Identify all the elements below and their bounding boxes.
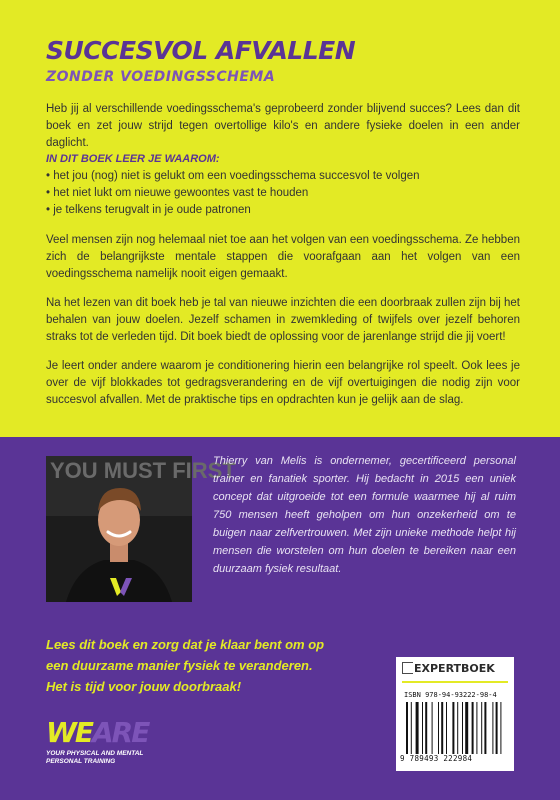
learn-heading: IN DIT BOEK LEER JE WAAROM:	[46, 153, 220, 165]
author-photo	[46, 456, 236, 602]
logo-are: ARE	[92, 716, 149, 749]
tagline-line: YOUR PHYSICAL AND MENTAL	[46, 750, 144, 757]
body-paragraph: Je leert onder andere waarom je conditionering hierin een belangrijke rol speelt. Ook lees je over de vijf blokkades tot gedragsverandering en de vijf overtuigingen die nodig zijn voor succesvol afvallen. Met de praktische tips en opdrachten kun je gelijk aan de slag.	[46, 360, 520, 406]
intro-paragraph: Heb jij al verschillende voedingsschema's geprobeerd zonder blijvend succes? Lees dan dit boek en zet jouw strijd tegen overtollige kilo's en andere fysieke doelen in een ander daglicht.	[46, 103, 520, 149]
list-item: • het jou (nog) niet is gelukt om een voedingsschema succesvol te volgen	[46, 170, 420, 182]
tagline-line: PERSONAL TRAINING	[46, 758, 116, 765]
publisher-bracket-icon	[402, 662, 413, 674]
learn-list	[46, 168, 420, 219]
cta-line: Lees dit boek en zorg dat je klaar bent om op	[46, 637, 325, 652]
author-portrait-icon	[46, 456, 236, 602]
publisher-name: EXPERTBOEK	[414, 662, 495, 675]
publisher-underline	[402, 681, 508, 683]
cta-line: een duurzame manier fysiek te veranderen.	[46, 658, 313, 673]
logo-tagline	[46, 750, 148, 766]
body-paragraph: Veel mensen zijn nog helemaal niet toe aan het volgen van een voedingsschema. Ze hebben zich de belangrijkste mentale stappen die voorafgaan aan het volgen van een voedingsschema namelijk nooit eigen gemaakt.	[46, 234, 520, 280]
photo-wall-text: YOU MUST FIRST	[50, 458, 236, 483]
book-title: SUCCESVOL AFVALLEN	[46, 36, 356, 65]
logo-wordmark	[46, 716, 149, 749]
list-item: • het niet lukt om nieuwe gewoontes vast te houden	[46, 187, 309, 199]
isbn-label: ISBN 978-94-93222-98-4	[404, 691, 497, 699]
author-bio: Thierry van Melis is ondernemer, gecertificeerd personal trainer en fanatiek sporter. Hij bedacht in 2015 een uniek concept dat uitgroeide tot een formule waarmee hij al ruim 750 mensen heeft geholpen om hun onzekerheid om te buigen naar zelfvertrouwen. Met zijn unieke methode helpt hij mensen die worstelen om hun doelen te bereiken naar een duurzaam fysiek resultaat.	[213, 455, 516, 575]
weare-logo	[46, 716, 149, 766]
publisher-logo	[402, 662, 495, 675]
logo-we: WE	[46, 716, 93, 749]
body-paragraph: Na het lezen van dit boek heb je tal van nieuwe inzichten die een doorbraak zullen zijn bij het behalen van jouw doelen. Jezelf schamen in zwemkleding of twijfels over jezelf behoren straks tot de verleden tijd. Dit boek biedt de oplossing voor de jarenlange strijd die jij voert!	[46, 297, 520, 343]
book-subtitle: ZONDER VOEDINGSSCHEMA	[46, 69, 276, 85]
barcode-card	[396, 657, 514, 771]
cta-line: Het is tijd voor jouw doorbraak!	[46, 679, 242, 694]
call-to-action	[46, 634, 386, 697]
barcode	[406, 702, 504, 754]
barcode-digits: 9 789493 222984	[400, 754, 473, 763]
list-item: • je telkens terugvalt in je oude patronen	[46, 204, 251, 216]
